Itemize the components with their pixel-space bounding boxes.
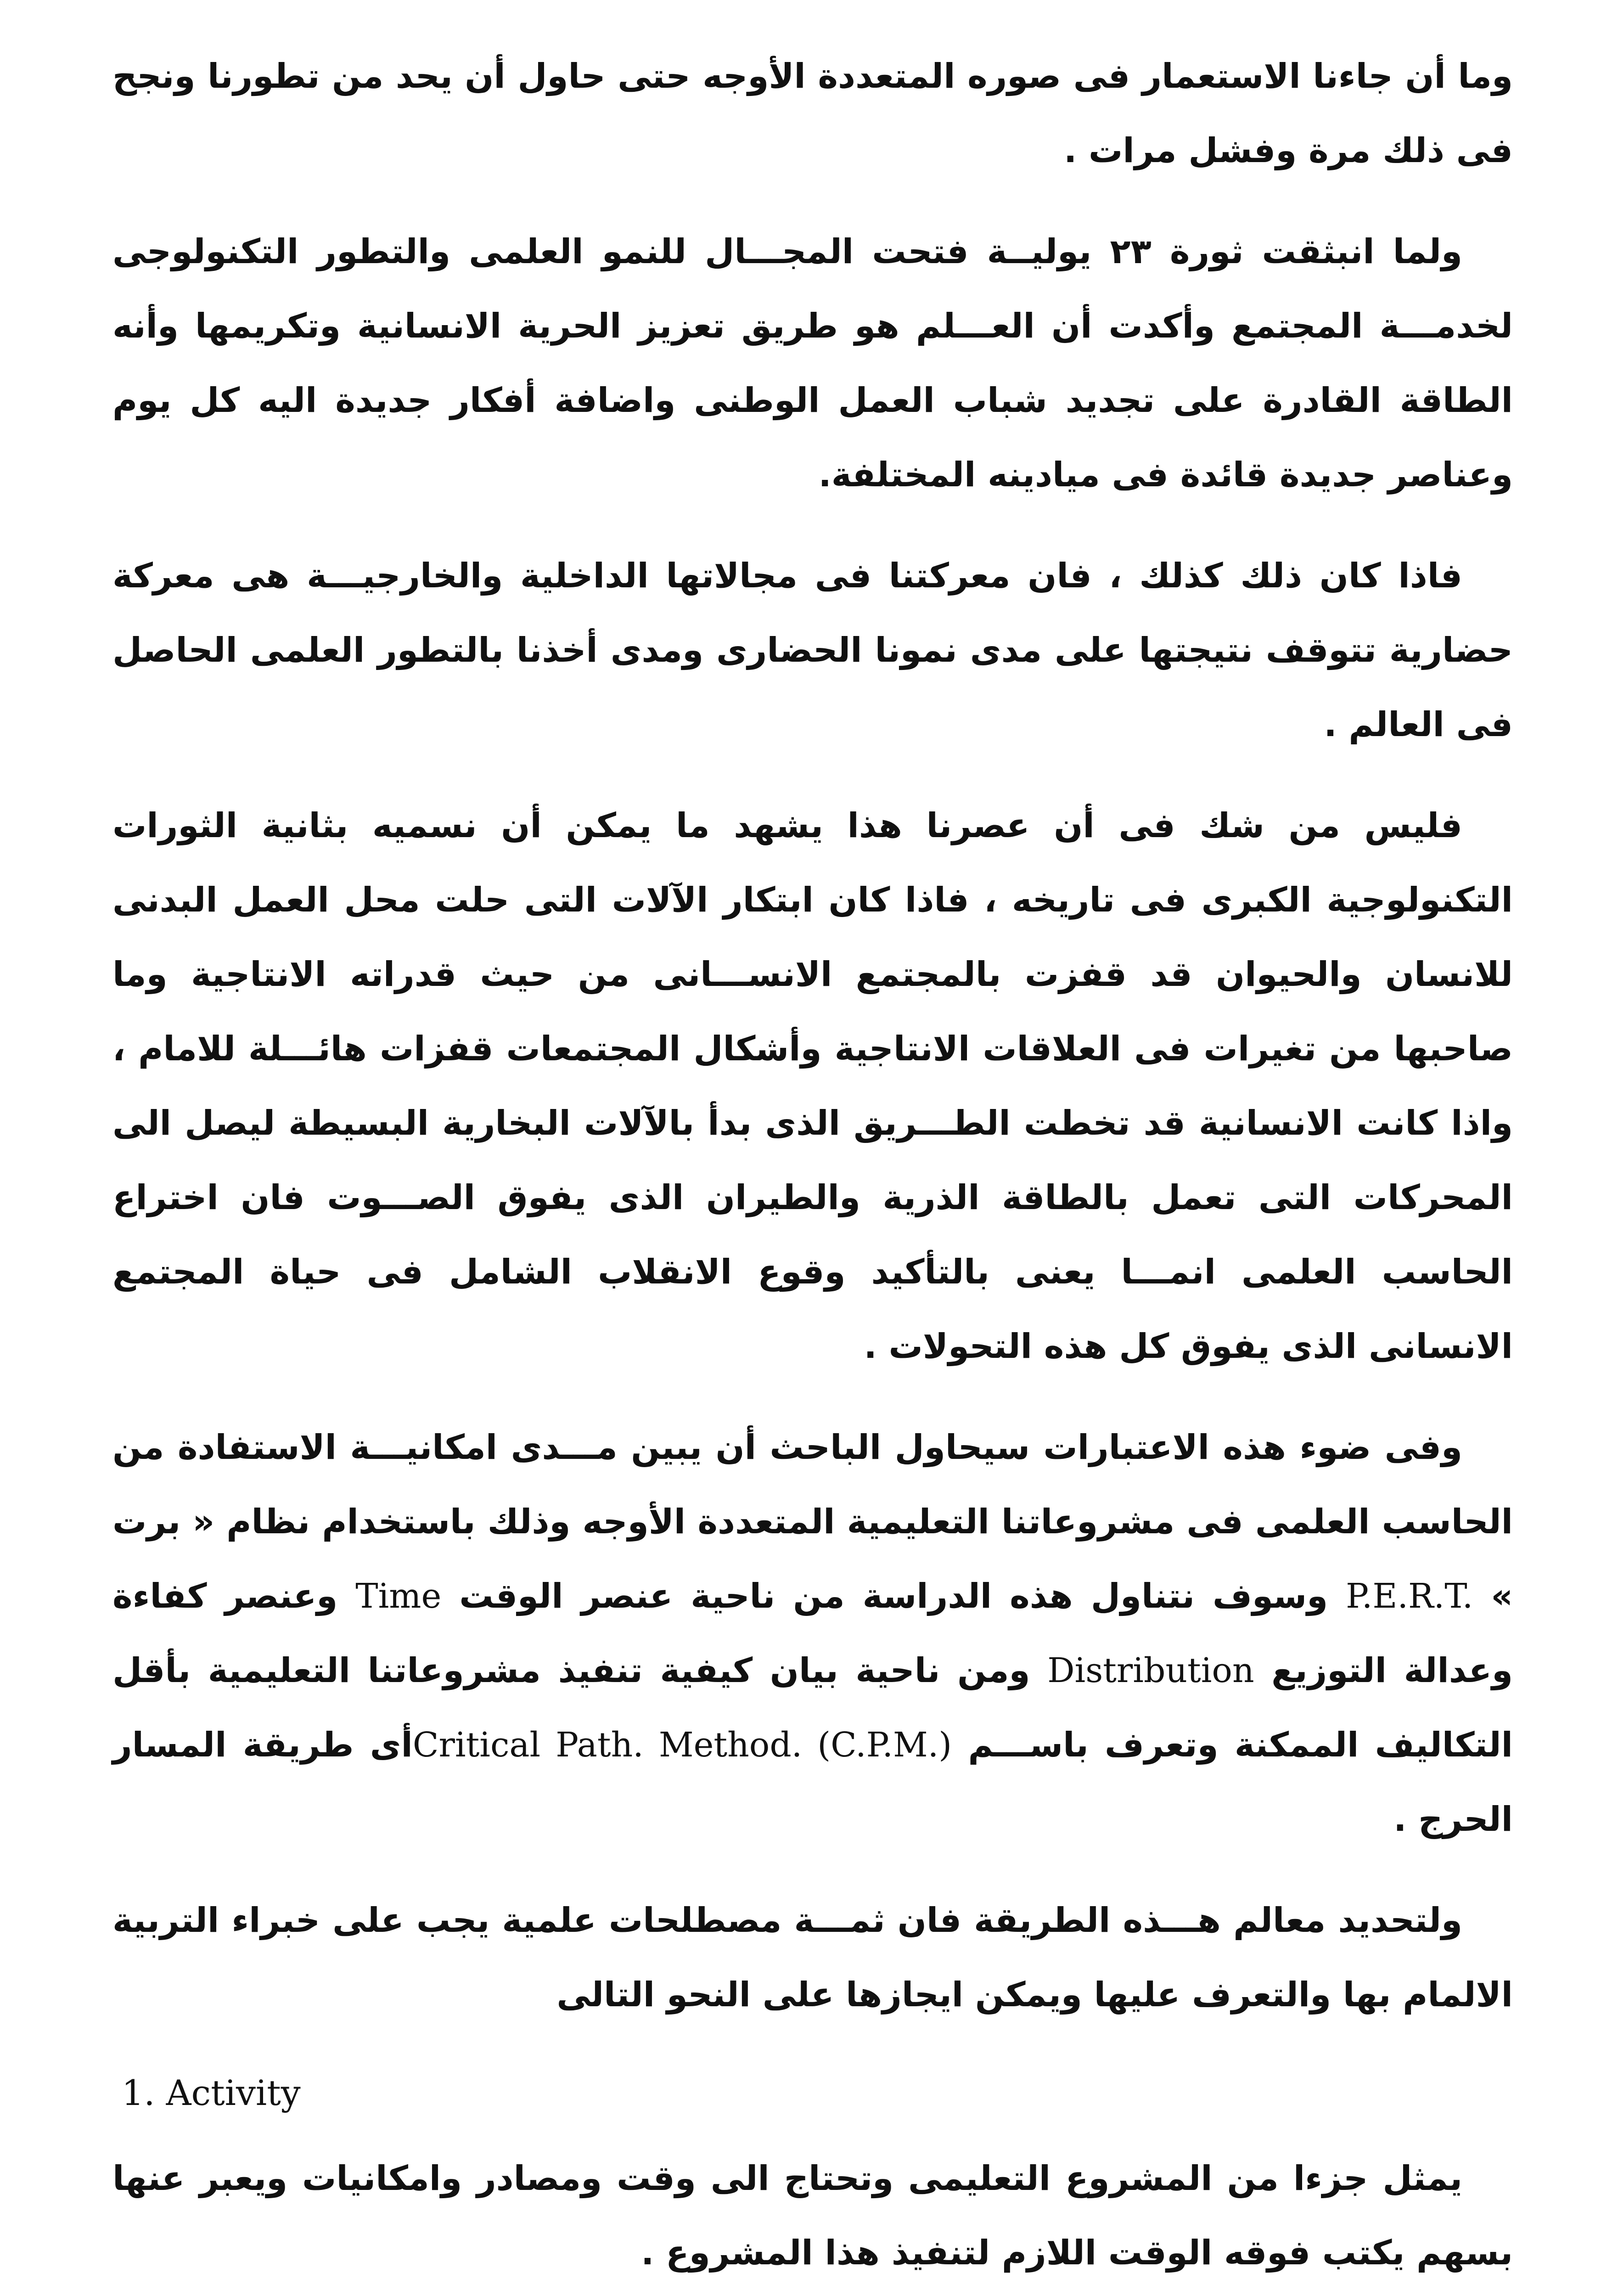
paragraph-pert-method [112, 1410, 1513, 1857]
paragraph-text: وما أن جاءنا الاستعمار فى صوره المتعددة الأوجه حتى حاول أن يحد من تطورنا ونجح فى ذلك مرة وفشل مرات . [112, 56, 1513, 170]
paragraph-activity-definition [112, 2141, 1513, 2290]
term-distribution: Distribution [1047, 1651, 1254, 1690]
paragraph-battle [112, 539, 1513, 762]
term-time: Time [355, 1576, 442, 1616]
paragraph-text: ولما انبثقت ثورة ٢٣ يوليــة فتحت المجـــال للنمو العلمى والتطور التكنولوجى لخدمـــة المجتمع وأكدت أن العـــلم هو طريق تعزيز الحرية الانسانية وتكريمها وأنه الطاقة القادرة على تجديد شباب العمل الوطنى واضافة أفكار جديدة اليه كل يوم وعناصر جديدة قائدة فى ميادينه المختلفة. [112, 232, 1513, 495]
paragraph-text: أى طريقة المسار الحرج . [112, 1725, 1513, 1839]
term-pert: P.E.R.T. [1346, 1576, 1473, 1616]
paragraph-technological-revolution [112, 788, 1513, 1384]
paragraph-terms-intro [112, 1883, 1513, 2032]
paragraph-colonialism [112, 39, 1513, 188]
paragraph-text: فاذا كان ذلك كذلك ، فان معركتنا فى مجالاتها الداخلية والخارجيـــة هى معركة حضارية تتوقف نتيجتها على مدى نمونا الحضارى ومدى أخذنا بالتطور العلمى الحاصل فى العالم . [112, 556, 1513, 744]
paragraph-text: وعنصر كفاءة وعدالة التوزيع [112, 1576, 1513, 1690]
term-cpm: Critical Path. Method. (C.P.M.) [412, 1725, 952, 1765]
paragraph-revolution [112, 214, 1513, 512]
paragraph-text: وسوف نتناول هذه الدراسة من ناحية عنصر الوقت [459, 1576, 1328, 1616]
paragraph-text: فليس من شك فى أن عصرنا هذا يشهد ما يمكن أن نسميه بثانية الثورات التكنولوجية الكبرى فى تاريخه ، فاذا كان ابتكار الآلات التى حلت محل العمل البدنى للانسان والحيوان قد قفزت بالمجتمع الانســـانى من حيث قدراته الانتاجية وما صاحبها من تغيرات فى العلاقات الانتاجية وأشكال المجتمعات قفزات هائـــلة للامام ، واذا كانت الانسانية قد تخطت الطـــريق الذى بدأ بالآلات البخارية البسيطة ليصل الى المحركات التى تعمل بالطاقة الذرية والطيران الذى يفوق الصـــوت فان اختراع الحاسب العلمى انمـــا يعنى بالتأكيد وقوع الانقلاب الشامل فى حياة المجتمع الانسانى الذى يفوق كل هذه التحولات . [112, 806, 1513, 1366]
term-activity-heading: 1. Activity [122, 2072, 301, 2113]
paragraph-text: يمثل جزءا من المشروع التعليمى وتحتاج الى وقت ومصادر وامكانيات ويعبر عنها بسهم يكتب فوقه الوقت اللازم لتنفيذ هذا المشروع . [112, 2159, 1513, 2273]
paragraph-text: ولتحديد معالم هـــذه الطريقة فان ثمـــة مصطلحات علمية يجب على خبراء التربية الالمام بها والتعرف عليها ويمكن ايجازها على النحو التالى [112, 1901, 1513, 2015]
paragraph-text: ومن ناحية بيان كيفية تنفيذ مشروعاتنا التعليمية بأقل التكاليف الممكنة وتعرف باســـم [112, 1651, 1513, 1765]
paragraph-text: وفى ضوء هذه الاعتبارات سيحاول الباحث أن يبين مـــدى امكانيـــة الاستفادة من الحاسب العلمى فى مشروعاتنا التعليمية المتعددة الأوجه وذلك باستخدام نظام « برت » [112, 1428, 1513, 1616]
document-page [112, 39, 1513, 2296]
